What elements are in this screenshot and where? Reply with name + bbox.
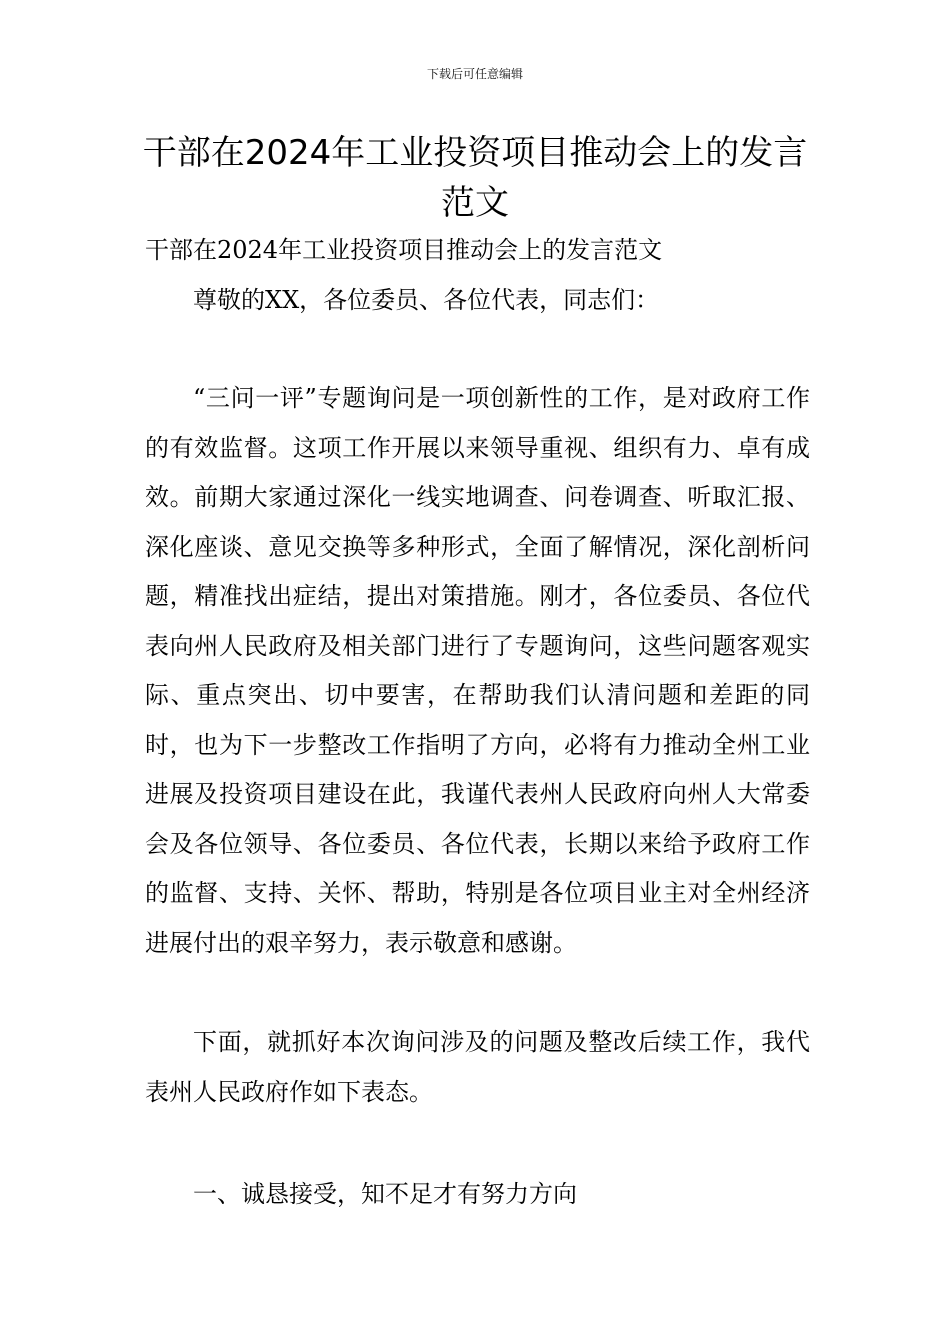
section-heading: 一、诚恳接受，知不足才有努力方向 bbox=[193, 1180, 577, 1208]
greeting-line: 尊敬的XX，各位委员、各位代表，同志们： bbox=[193, 286, 660, 314]
body-paragraph: 下面，就抓好本次询问涉及的问题及整改后续工作，我代表州人民政府作如下表态。 bbox=[145, 1028, 810, 1106]
page-header-note: 下载后可任意编辑 bbox=[426, 67, 523, 81]
document-subtitle: 干部在2024年工业投资项目推动会上的发言范文 bbox=[145, 236, 663, 264]
body-paragraph: “三问一评”专题询问是一项创新性的工作，是对政府工作的有效监督。这项工作开展以来领导重视、组织有力、卓有成效。前期大家通过深化一线实地调查、问卷调查、听取汇报、深化座谈、意见交换等多种形式，全面了解情况，深化剖析问题，精准找出症结，提出对策措施。刚才，各位委员、各位代表向州人民政府及相关部门进行了专题询问，这些问题客观实际、重点突出、切中要害，在帮助我们认清问题和差距的同时，也为下一步整改工作指明了方向，必将有力推动全州工业进展及投资项目建设在此，我谨代表州人民政府向州人大常委会及各位领导、各位委员、各位代表，长期以来给予政府工作的监督、支持、关怀、帮助，特别是各位项目业主对全州经济进展付出的艰辛努力，表示敬意和感谢。 bbox=[145, 384, 810, 957]
document-title: 干部在2024年工业投资项目推动会上的发言范文 bbox=[142, 133, 808, 223]
